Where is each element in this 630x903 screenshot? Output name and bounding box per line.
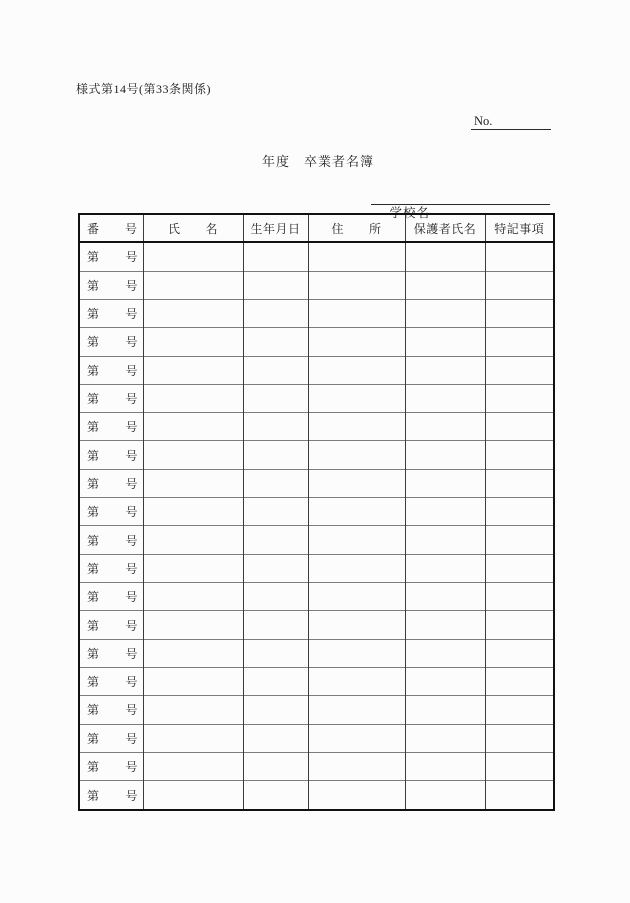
empty-cell <box>243 356 308 384</box>
empty-cell <box>308 583 405 611</box>
row-number-cell: 第 号 <box>79 384 143 412</box>
empty-cell <box>143 554 243 582</box>
table-row <box>79 356 554 384</box>
col-header-birthdate: 生年月日 <box>243 214 308 242</box>
empty-cell <box>143 526 243 554</box>
table-row <box>79 299 554 327</box>
empty-cell <box>143 696 243 724</box>
empty-cell <box>405 271 485 299</box>
empty-cell <box>243 583 308 611</box>
empty-cell <box>485 441 554 469</box>
table-row <box>79 413 554 441</box>
empty-cell <box>243 469 308 497</box>
table-row <box>79 724 554 752</box>
empty-cell <box>405 413 485 441</box>
col-header-address: 住 所 <box>308 214 405 242</box>
row-number-cell: 第 号 <box>79 441 143 469</box>
empty-cell <box>308 242 405 271</box>
empty-cell <box>405 583 485 611</box>
empty-cell <box>243 384 308 412</box>
col-header-guardian: 保護者氏名 <box>405 214 485 242</box>
table-body <box>79 242 554 810</box>
empty-cell <box>405 724 485 752</box>
empty-cell <box>405 667 485 695</box>
row-number-cell: 第 号 <box>79 328 143 356</box>
school-name-field <box>371 188 550 220</box>
table-row <box>79 271 554 299</box>
empty-cell <box>485 583 554 611</box>
empty-cell <box>405 356 485 384</box>
empty-cell <box>143 299 243 327</box>
no-label: No. <box>474 114 493 128</box>
empty-cell <box>308 752 405 780</box>
empty-cell <box>243 667 308 695</box>
empty-cell <box>308 554 405 582</box>
empty-cell <box>405 299 485 327</box>
empty-cell <box>243 724 308 752</box>
row-number-cell: 第 号 <box>79 752 143 780</box>
row-number-cell: 第 号 <box>79 724 143 752</box>
row-number-cell: 第 号 <box>79 299 143 327</box>
empty-cell <box>485 781 554 810</box>
row-number-cell: 第 号 <box>79 781 143 810</box>
table-row <box>79 328 554 356</box>
empty-cell <box>485 752 554 780</box>
table-row <box>79 667 554 695</box>
row-number-cell: 第 号 <box>79 498 143 526</box>
empty-cell <box>485 696 554 724</box>
empty-cell <box>143 667 243 695</box>
empty-cell <box>243 299 308 327</box>
empty-cell <box>143 639 243 667</box>
empty-cell <box>485 299 554 327</box>
empty-cell <box>405 526 485 554</box>
empty-cell <box>405 752 485 780</box>
empty-cell <box>405 441 485 469</box>
empty-cell <box>405 498 485 526</box>
table-row <box>79 639 554 667</box>
table-row <box>79 781 554 810</box>
empty-cell <box>143 752 243 780</box>
col-header-notes: 特記事項 <box>485 214 554 242</box>
table-row <box>79 696 554 724</box>
school-name-label: 学校名 <box>389 206 431 220</box>
row-number-cell: 第 号 <box>79 271 143 299</box>
table-row <box>79 242 554 271</box>
row-number-cell: 第 号 <box>79 554 143 582</box>
empty-cell <box>308 413 405 441</box>
empty-cell <box>308 667 405 695</box>
empty-cell <box>308 271 405 299</box>
empty-cell <box>308 469 405 497</box>
empty-cell <box>143 611 243 639</box>
table-row <box>79 498 554 526</box>
row-number-cell: 第 号 <box>79 611 143 639</box>
row-number-cell: 第 号 <box>79 469 143 497</box>
empty-cell <box>405 554 485 582</box>
empty-cell <box>143 242 243 271</box>
empty-cell <box>143 328 243 356</box>
empty-cell <box>143 271 243 299</box>
empty-cell <box>308 328 405 356</box>
table-row <box>79 384 554 412</box>
empty-cell <box>243 328 308 356</box>
empty-cell <box>485 667 554 695</box>
empty-cell <box>485 526 554 554</box>
empty-cell <box>243 611 308 639</box>
empty-cell <box>308 441 405 469</box>
empty-cell <box>243 781 308 810</box>
table-row <box>79 526 554 554</box>
empty-cell <box>243 242 308 271</box>
empty-cell <box>485 356 554 384</box>
empty-cell <box>485 413 554 441</box>
empty-cell <box>243 554 308 582</box>
empty-cell <box>243 752 308 780</box>
empty-cell <box>308 724 405 752</box>
empty-cell <box>485 328 554 356</box>
empty-cell <box>405 328 485 356</box>
empty-cell <box>485 724 554 752</box>
row-number-cell: 第 号 <box>79 356 143 384</box>
empty-cell <box>143 441 243 469</box>
table-row <box>79 554 554 582</box>
no-field <box>471 113 551 130</box>
table-row <box>79 583 554 611</box>
empty-cell <box>308 781 405 810</box>
empty-cell <box>243 526 308 554</box>
empty-cell <box>308 356 405 384</box>
empty-cell <box>405 611 485 639</box>
empty-cell <box>308 498 405 526</box>
empty-cell <box>308 384 405 412</box>
row-number-cell: 第 号 <box>79 242 143 271</box>
empty-cell <box>405 384 485 412</box>
row-number-cell: 第 号 <box>79 696 143 724</box>
empty-cell <box>485 469 554 497</box>
empty-cell <box>405 639 485 667</box>
empty-cell <box>243 639 308 667</box>
empty-cell <box>485 271 554 299</box>
document-title: 年度 卒業者名簿 <box>261 154 374 169</box>
empty-cell <box>243 498 308 526</box>
table-row <box>79 611 554 639</box>
empty-cell <box>485 242 554 271</box>
row-number-cell: 第 号 <box>79 639 143 667</box>
empty-cell <box>405 469 485 497</box>
empty-cell <box>143 469 243 497</box>
col-header-number: 番 号 <box>79 214 143 242</box>
col-header-name: 氏 名 <box>143 214 243 242</box>
empty-cell <box>405 781 485 810</box>
empty-cell <box>485 498 554 526</box>
row-number-cell: 第 号 <box>79 667 143 695</box>
empty-cell <box>308 639 405 667</box>
empty-cell <box>243 413 308 441</box>
empty-cell <box>143 724 243 752</box>
graduates-table <box>78 213 555 811</box>
empty-cell <box>405 242 485 271</box>
empty-cell <box>308 299 405 327</box>
empty-cell <box>308 696 405 724</box>
empty-cell <box>485 554 554 582</box>
form-number: 様式第14号(第33条関係) <box>76 82 211 96</box>
table-row <box>79 752 554 780</box>
empty-cell <box>243 441 308 469</box>
empty-cell <box>143 384 243 412</box>
header-row <box>79 214 554 242</box>
table-row <box>79 441 554 469</box>
empty-cell <box>143 413 243 441</box>
empty-cell <box>143 583 243 611</box>
empty-cell <box>485 639 554 667</box>
empty-cell <box>405 696 485 724</box>
empty-cell <box>143 356 243 384</box>
empty-cell <box>485 384 554 412</box>
empty-cell <box>243 271 308 299</box>
empty-cell <box>243 696 308 724</box>
row-number-cell: 第 号 <box>79 583 143 611</box>
row-number-cell: 第 号 <box>79 526 143 554</box>
empty-cell <box>308 611 405 639</box>
empty-cell <box>143 781 243 810</box>
table-row <box>79 469 554 497</box>
row-number-cell: 第 号 <box>79 413 143 441</box>
empty-cell <box>143 498 243 526</box>
empty-cell <box>485 611 554 639</box>
empty-cell <box>308 526 405 554</box>
